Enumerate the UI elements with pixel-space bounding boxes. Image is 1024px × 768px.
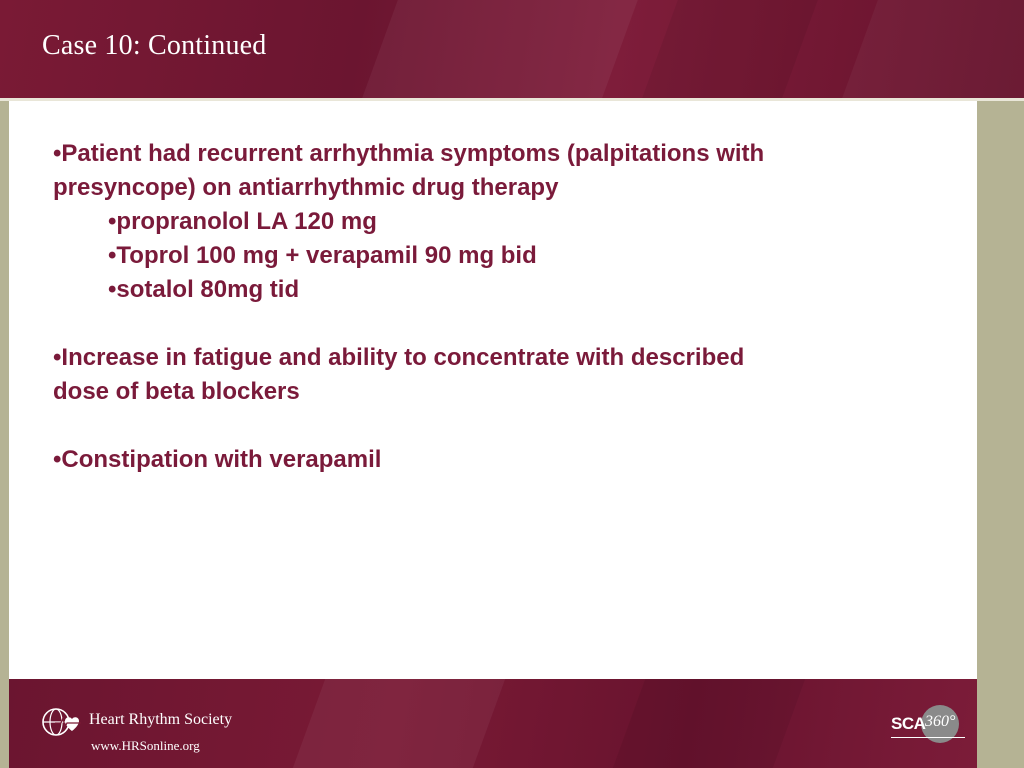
spacer [53, 409, 933, 443]
sub-bullet-item: •propranolol LA 120 mg [108, 208, 377, 235]
slide-footer [9, 679, 977, 768]
header-decoration [842, 0, 1024, 98]
sca-360-logo [889, 705, 969, 749]
header-decoration [642, 0, 818, 98]
footer-decoration [613, 679, 805, 768]
bullet-item-continuation: presyncope) on antiarrhythmic drug therapy [53, 174, 559, 201]
header-decoration [362, 0, 638, 98]
spacer [53, 307, 933, 341]
slide-content [9, 101, 977, 679]
bullet-item: •Increase in fatigue and ability to concentrate with described [53, 344, 745, 371]
sub-bullet-item: •Toprol 100 mg + verapamil 90 mg bid [108, 242, 537, 269]
sca-underline [891, 737, 965, 738]
globe-heart-icon [41, 707, 85, 741]
sub-bullet-item: •sotalol 80mg tid [108, 276, 300, 303]
bullet-list [53, 137, 933, 477]
bullet-item: •Patient had recurrent arrhythmia symptoms (palpitations with [53, 140, 765, 167]
bullet-item: •Constipation with verapamil [53, 446, 382, 473]
slide-header [0, 0, 1024, 98]
slide-title: Case 10: Continued [42, 30, 267, 61]
hrs-logo [41, 705, 281, 753]
sca-number: 360° [925, 713, 956, 730]
org-url: www.HRSonline.org [91, 738, 200, 753]
org-name: Heart Rhythm Society [89, 711, 233, 728]
sca-label: SCA [891, 714, 926, 733]
footer-decoration [293, 679, 505, 768]
bullet-item-continuation: dose of beta blockers [53, 378, 300, 405]
